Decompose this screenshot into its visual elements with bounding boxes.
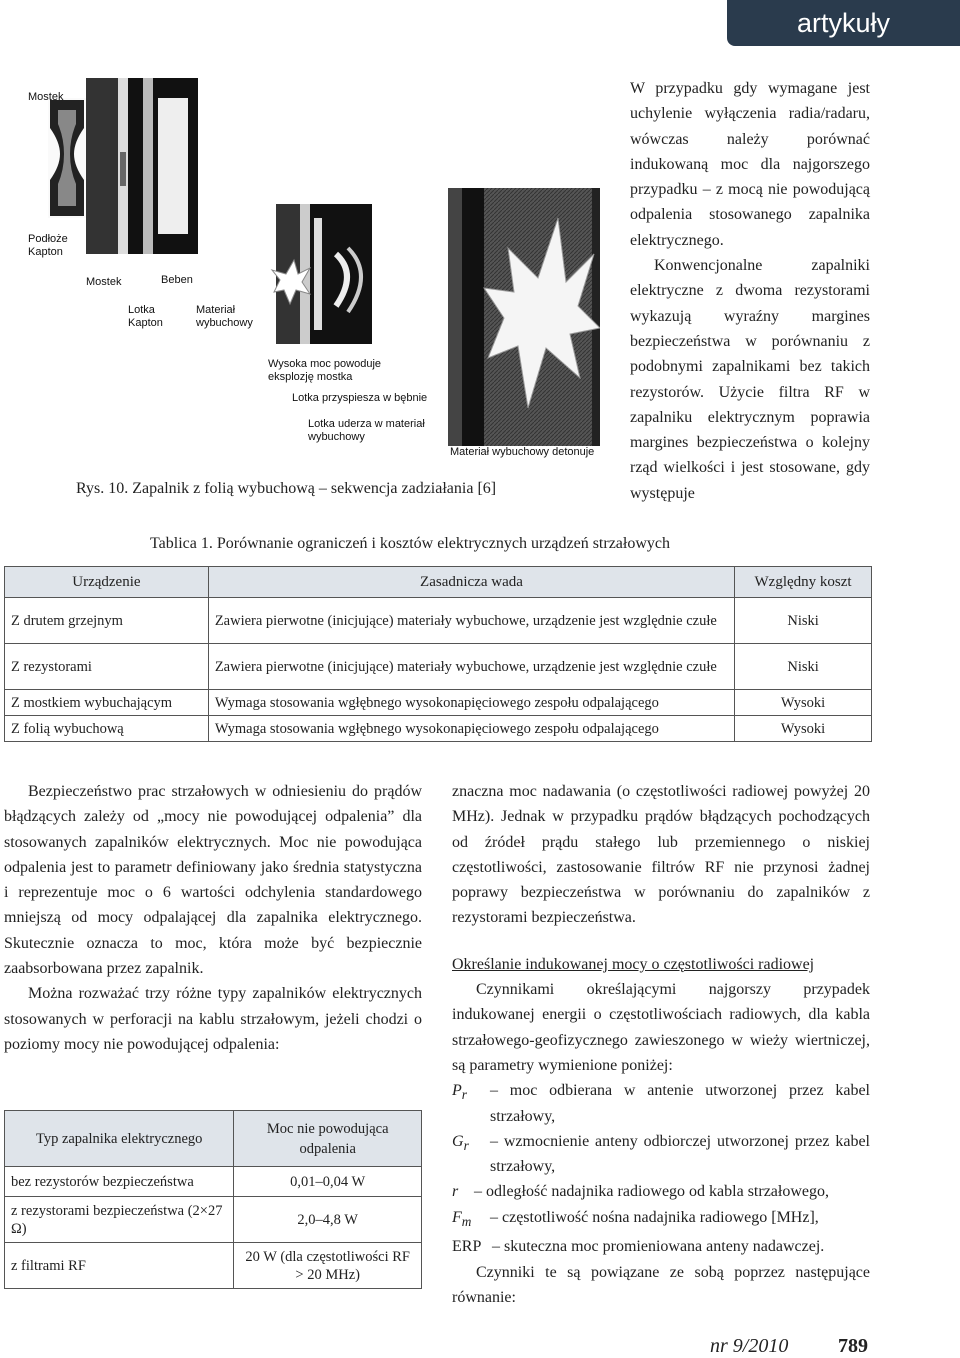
fig-label-beben: Beben bbox=[161, 274, 193, 286]
table-row bbox=[5, 1243, 422, 1289]
table2 bbox=[4, 1110, 422, 1289]
issue-number: nr 9/2010 bbox=[710, 1335, 789, 1357]
fig-label-mostek: Mostek bbox=[86, 276, 122, 288]
table-cell: Z rezystorami bbox=[5, 644, 209, 690]
column-header: Zasadnicza wada bbox=[208, 567, 734, 598]
param-description: – wzmocnienie anteny odbiorczej utworzonej przez kabel strzałowy, bbox=[490, 1132, 870, 1176]
table-cell: Z mostkiem wybuchającym bbox=[5, 690, 209, 716]
figure-detonator-sequence bbox=[18, 78, 600, 476]
table-cell: 20 W (dla częstotliwości RF > 20 MHz) bbox=[234, 1243, 422, 1289]
table-cell: 2,0–4,8 W bbox=[234, 1197, 422, 1243]
table-cell: bez rezystorów bezpieczeństwa bbox=[5, 1167, 234, 1197]
table-cell: 0,01–0,04 W bbox=[234, 1167, 422, 1197]
parameter-list bbox=[452, 1078, 870, 1259]
table-row bbox=[5, 644, 872, 690]
param-symbol: $G_r$ bbox=[452, 1132, 469, 1154]
section-tag: artykuły bbox=[727, 0, 960, 46]
param-description: – moc odbierana w antenie utworzonej przez kabel strzałowy, bbox=[490, 1082, 870, 1125]
table-cell: Z drutem grzejnym bbox=[5, 598, 209, 644]
table-cell: Wymaga stosowania wgłębnego wysokonapięciowego zespołu odpalającego bbox=[208, 690, 734, 716]
table-row bbox=[5, 598, 872, 644]
panel-1 bbox=[48, 78, 198, 254]
table1 bbox=[4, 566, 872, 742]
right-column-top bbox=[630, 76, 870, 506]
section-heading: Określanie indukowanej mocy o częstotliwości radiowej bbox=[452, 955, 815, 973]
column-header: Urządzenie bbox=[5, 567, 209, 598]
table-cell: Wymaga stosowania wgłębnego wysokonapięciowego zespołu odpalającego bbox=[208, 716, 734, 742]
paragraph: Bezpieczeństwo prac strzałowych w odniesieniu do prądów błądzących zależy od „mocy nie powodującej odpalenia” dla stosowanych zapalników elektrycznych. Moc nie powodująca odpalenia jest to parametr definiowany jako średnia statystyczna i reprezentuje moc o 6 wartości odchylenia standardowego mniejszą od mocy odpalającej dla zapalnika elektrycznego. Skutecznie oznacza to moc, która może być bezpiecznie zaabsorbowana przez zapalnik. bbox=[4, 783, 422, 978]
list-item bbox=[452, 1205, 870, 1234]
table-cell: Zawiera pierwotne (inicjujące) materiały wybuchowe, urządzenie jest względnie czułe bbox=[208, 644, 734, 690]
fig-label-lotka-uderza: Lotka uderza w materiał wybuchowy bbox=[308, 418, 425, 443]
paragraph: Czynniki te są powiązane ze sobą poprzez następujące równanie: bbox=[452, 1263, 870, 1306]
param-description: – odległość nadajnika radiowego od kabla strzałowego, bbox=[474, 1183, 829, 1201]
table-row bbox=[5, 1197, 422, 1243]
table1-caption: Tablica 1. Porównanie ograniczeń i kosztów elektrycznych urządzeń strzałowych bbox=[150, 535, 670, 552]
table-cell: Zawiera pierwotne (inicjujące) materiały wybuchowe, urządzenie jest względnie czułe bbox=[208, 598, 734, 644]
table-cell: Z folią wybuchową bbox=[5, 716, 209, 742]
panel-2 bbox=[272, 204, 372, 344]
param-description: – skuteczna moc promieniowana anteny nadawczej. bbox=[492, 1238, 825, 1256]
paragraph: Konwencjonalne zapalniki elektryczne z dwoma rezystorami wykazują wyraźny margines bezpieczeństwa w porównaniu z podobnymi zapalnikami bez takich rezystorów. Użycie filtra RF w zapalniku elektrycznym poprawia margines bezpieczeństwa o kolejny rząd wielkości i jest stosowane, gdy występuje bbox=[630, 257, 870, 502]
fig-label-material: Materiał wybuchowy bbox=[196, 304, 253, 329]
right-column-bottom bbox=[452, 779, 870, 1310]
column-header: Moc nie powodująca odpalenia bbox=[234, 1111, 422, 1167]
param-symbol: $P_r$ bbox=[452, 1082, 467, 1103]
param-symbol: r bbox=[452, 1183, 459, 1201]
panel-3 bbox=[448, 188, 600, 446]
paragraph: W przypadku gdy wymagane jest uchylenie wyłączenia radia/radaru, wówczas należy porównać indukowaną moc dla najgorszego przypadku – z mocą nie powodującą odpalenia stosowanego zapalnika elektrycznego. bbox=[630, 80, 870, 249]
table-header-row bbox=[5, 1111, 422, 1167]
column-header: Typ zapalnika elektrycznego bbox=[5, 1111, 234, 1167]
fig-label-lotka: Lotka Kapton bbox=[128, 304, 163, 329]
table-cell: Wysoki bbox=[735, 690, 872, 716]
table-row bbox=[5, 1167, 422, 1197]
fig-label-wysoka-moc: Wysoka moc powoduje eksplozję mostka bbox=[268, 358, 382, 383]
list-item bbox=[452, 1129, 870, 1180]
param-symbol: $F_m$ bbox=[452, 1208, 472, 1229]
paragraph: znaczna moc nadawania (o częstotliwości radiowej powyżej 20 MHz). Jednak w przypadku prądów błądzących pochodzących od źródeł prądu stałego lub przemiennego o niskiej częstotliwości, zastosowanie filtrów RF nie przynosi żadnej poprawy bezpieczeństwa w porównaniu do zapalników z rezystorami bezpieczeństwa. bbox=[452, 783, 870, 927]
table-row bbox=[5, 690, 872, 716]
figure-caption: Rys. 10. Zapalnik z folią wybuchową – sekwencja zadziałania [6] bbox=[76, 480, 497, 497]
fig-label-mostek-top: Mostek bbox=[28, 91, 64, 103]
fig-label-lotka-przyspiesza: Lotka przyspiesza w bębnie bbox=[292, 392, 428, 404]
param-symbol: ERP bbox=[452, 1238, 482, 1256]
table-cell: Wysoki bbox=[735, 716, 872, 742]
paragraph: Można rozważać trzy różne typy zapalników elektrycznych stosowanych w perforacji na kablu strzałowym, jeżeli chodzi o poziomy mocy nie powodującej odpalenia: bbox=[4, 985, 422, 1053]
list-item bbox=[452, 1234, 870, 1259]
paragraph: Czynnikami określającymi najgorszy przypadek indukowanej energii o częstotliwościach radiowych, dla kabla strzałowego-geofizycznego zawieszonego w wieży wiertniczej, są parametry wymienione poniżej: bbox=[452, 981, 870, 1074]
table-header-row bbox=[5, 567, 872, 598]
column-header: Względny koszt bbox=[735, 567, 872, 598]
table-cell: Niski bbox=[735, 598, 872, 644]
fig-label-material-detonuje: Materiał wybuchowy detonuje bbox=[450, 446, 595, 458]
list-item bbox=[452, 1179, 870, 1204]
table-row bbox=[5, 716, 872, 742]
table-cell: z filtrami RF bbox=[5, 1243, 234, 1289]
table-cell: z rezystorami bezpieczeństwa (2×27 Ω) bbox=[5, 1197, 234, 1243]
left-column bbox=[4, 779, 422, 1057]
table-cell: Niski bbox=[735, 644, 872, 690]
list-item bbox=[452, 1078, 870, 1129]
fig-label-podloze: Podłoże Kapton bbox=[28, 233, 68, 258]
param-description: – częstotliwość nośna nadajnika radiowego [MHz], bbox=[490, 1208, 819, 1226]
page-number: 789 bbox=[838, 1335, 868, 1357]
